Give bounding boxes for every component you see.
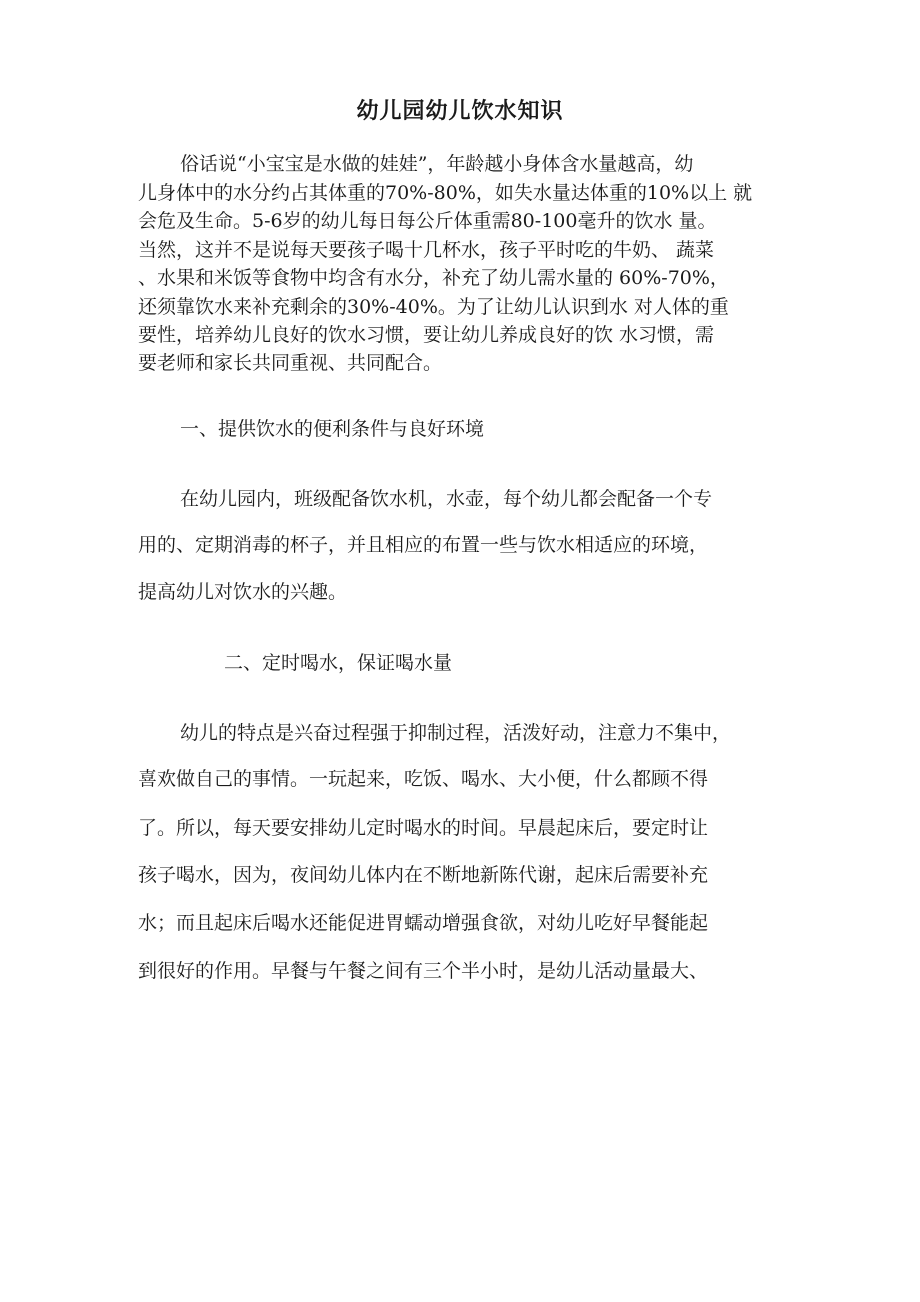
- intro-line-5: 、水果和米饭等食物中均含有水分，补充了幼儿需水量的 60%-70%，: [138, 267, 729, 289]
- intro-line-1: 俗话说“小宝宝是水做的娃娃”，年龄越小身体含水量越高，幼: [180, 153, 694, 175]
- section2-line-2: 喜欢做自己的事情。一玩起来，吃饭、喝水、大小便，什么都顾不得: [138, 768, 709, 790]
- section1-line-2: 用的、定期消毒的杯子，并且相应的布置一些与饮水相适应的环境，: [138, 534, 709, 556]
- intro-line-2: 儿身体中的水分约占其体重的70%-80%，如失水量达体重的10%以上 就: [138, 182, 753, 204]
- section2-line-3: 了。所以，每天要安排幼儿定时喝水的时间。早晨起床后，要定时让: [138, 817, 709, 839]
- section1-line-3: 提高幼儿对饮水的兴趣。: [138, 581, 348, 603]
- intro-line-4: 当然，这并不是说每天要孩子喝十几杯水，孩子平时吃的牛奶、 蔬菜: [138, 239, 715, 261]
- intro-line-7: 要性，培养幼儿良好的饮水习惯，要让幼儿养成良好的饮 水习惯，需: [138, 324, 715, 346]
- intro-line-8: 要老师和家长共同重视、共同配合。: [138, 352, 443, 374]
- intro-line-3: 会危及生命。5-6岁的幼儿每日每公斤体重需80-100毫升的饮水 量。: [138, 210, 717, 232]
- intro-line-6: 还须靠饮水来补充剩余的30%-40%。为了让幼儿认识到水 对人体的重: [138, 296, 729, 318]
- section2-line-5: 水；而且起床后喝水还能促进胃蠕动增强食欲，对幼儿吃好早餐能起: [138, 912, 709, 934]
- section2-line-1: 幼儿的特点是兴奋过程强于抑制过程，活泼好动，注意力不集中，: [180, 722, 732, 744]
- section2-heading: 二、定时喝水，保证喝水量: [224, 652, 453, 674]
- section2-line-4: 孩子喝水，因为，夜间幼儿体内在不断地新陈代谢，起床后需要补充: [138, 864, 709, 886]
- document-title: 幼儿园幼儿饮水知识: [356, 98, 564, 124]
- section1-line-1: 在幼儿园内，班级配备饮水机，水壶，每个幼儿都会配备一个专: [180, 488, 713, 510]
- section2-line-6: 到很好的作用。早餐与午餐之间有三个半小时，是幼儿活动量最大、: [138, 960, 709, 982]
- section1-heading: 一、提供饮水的便利条件与良好环境: [180, 418, 485, 440]
